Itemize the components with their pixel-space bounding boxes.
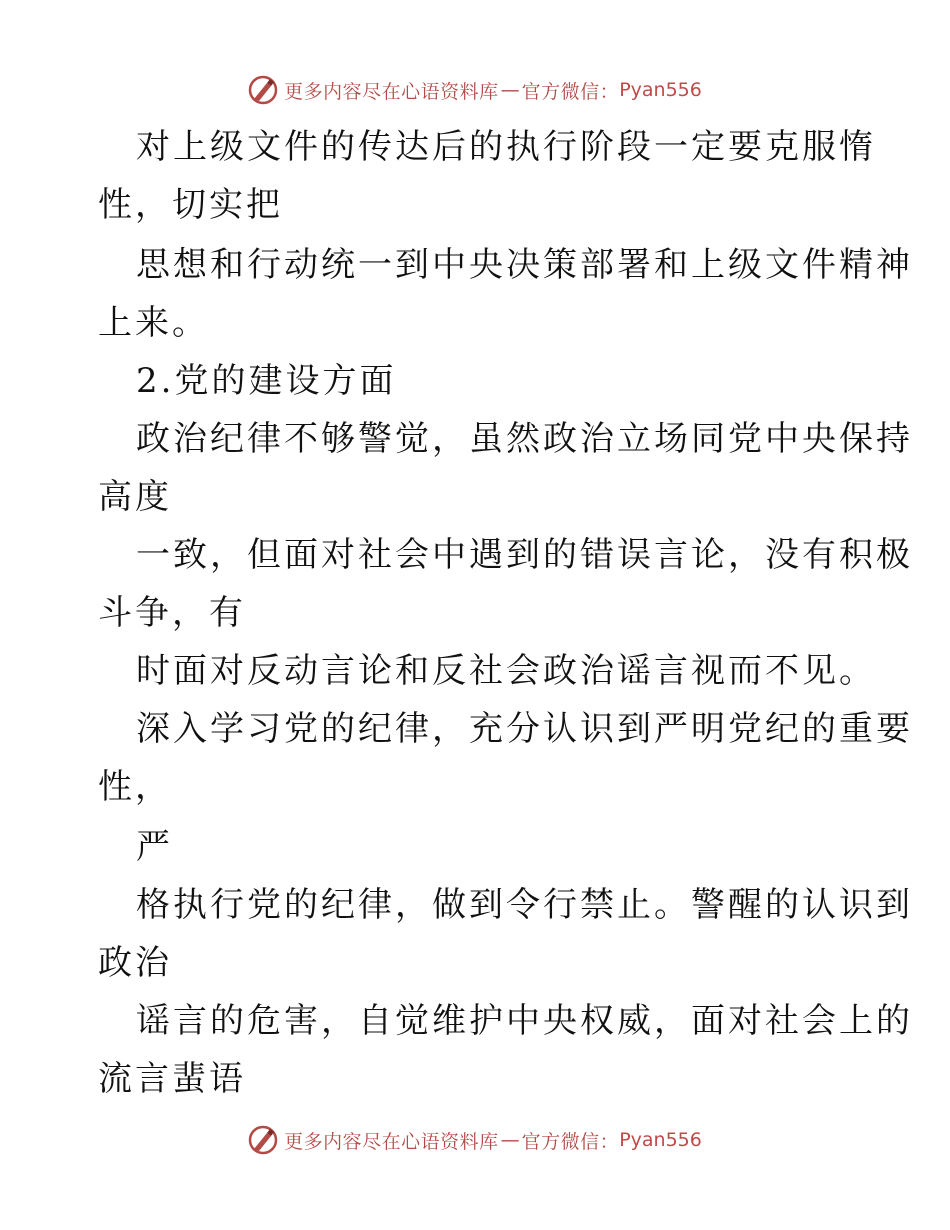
text-line: 政治纪律不够警觉，虽然政治立场同党中央保持	[136, 419, 913, 459]
watermark-text: 更多内容尽在心语资料库	[284, 80, 499, 103]
text-line: 深入学习党的纪律，充分认识到严明党纪的重要	[136, 709, 913, 749]
text-line: 时面对反动言论和反社会政治谣言视而不见。	[136, 651, 876, 691]
footer-watermark	[0, 1120, 950, 1160]
watermark-text: 更多内容尽在心语资料库	[284, 1130, 499, 1153]
header-watermark	[0, 70, 950, 110]
text-line: 对上级文件的传达后的执行阶段一定要克服惰	[136, 127, 876, 167]
text-line: 流言蜚语	[98, 1059, 246, 1099]
watermark-dash: —	[500, 1129, 520, 1151]
pen-logo-icon	[248, 75, 278, 105]
pen-logo-icon	[248, 1125, 278, 1155]
watermark-brand: Pyan556	[619, 79, 702, 101]
watermark-brand: Pyan556	[619, 1129, 702, 1151]
watermark-label: 官方微信：	[521, 1130, 620, 1153]
text-line: 谣言的危害，自觉维护中央权威，面对社会上的	[136, 1001, 913, 1041]
watermark-dash: —	[500, 79, 520, 101]
text-line: 格执行党的纪律，做到令行禁止。警醒的认识到	[136, 885, 913, 925]
text-line: 高度	[98, 477, 172, 517]
text-line: 斗争，有	[98, 593, 246, 633]
text-line: 严	[136, 827, 173, 867]
text-line: 上来。	[98, 303, 209, 343]
text-line: 一致，但面对社会中遇到的错误言论，没有积极	[136, 535, 913, 575]
text-line: 政治	[98, 943, 172, 983]
text-line: 性，切实把	[98, 185, 283, 225]
text-line: 思想和行动统一到中央决策部署和上级文件精神	[136, 245, 913, 285]
section-heading: 2.党的建设方面	[136, 361, 397, 401]
watermark-label: 官方微信：	[521, 80, 620, 103]
text-line: 性，	[98, 767, 172, 807]
